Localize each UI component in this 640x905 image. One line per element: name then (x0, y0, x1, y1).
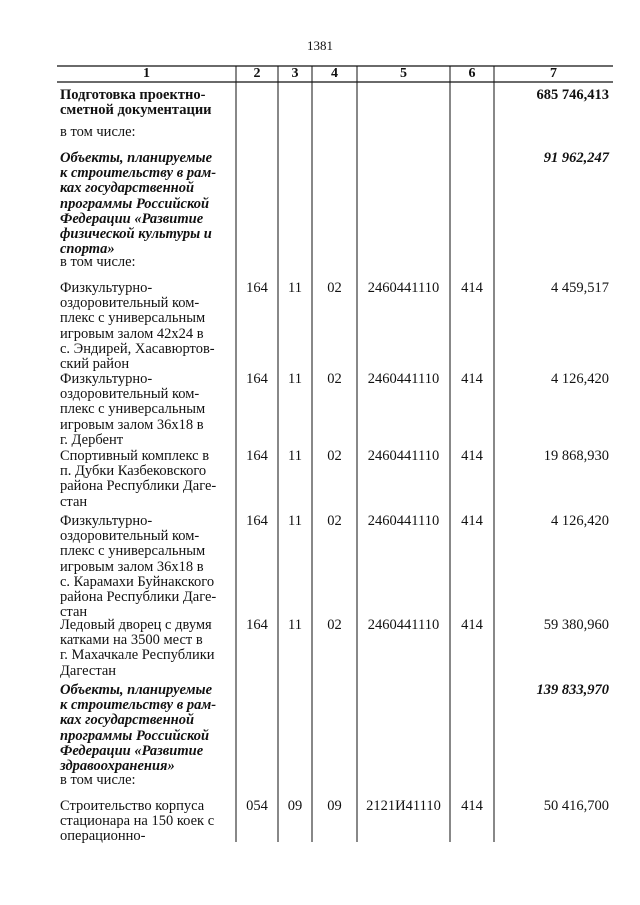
row-c4-5: 02 (327, 371, 342, 387)
row-amount-4: 4 459,517 (551, 280, 609, 296)
row-c2-8: 164 (246, 617, 268, 633)
row-amount-11: 50 416,700 (543, 798, 609, 814)
col-header-1: 1 (143, 66, 150, 81)
row-c4-8: 02 (327, 617, 342, 633)
row-name-6: Спортивный комплекс в п. Дубки Казбековского района Республики Даге- стан (60, 448, 217, 510)
row-c4-6: 02 (327, 448, 342, 464)
row-c3-8: 11 (288, 617, 302, 633)
row-c2-11: 054 (246, 798, 268, 814)
col-header-5: 5 (400, 66, 407, 81)
col-header-2: 2 (253, 66, 261, 81)
row-c3-4: 11 (288, 280, 302, 296)
row-c3-5: 11 (288, 371, 302, 387)
row-amount-7: 4 126,420 (551, 513, 609, 529)
row-c2-5: 164 (246, 371, 268, 387)
row-amount-2: 91 962,247 (543, 150, 609, 166)
row-c6-6: 414 (461, 448, 483, 464)
row-c2-4: 164 (246, 280, 268, 296)
row-name-9: Объекты, планируемые к строительству в рам- ках государственной программы Российской Федерации «Развитие здравоохранения» (60, 682, 217, 775)
row-name-4: Физкультурно- оздоровительный ком- плекс с универсальным игровым залом 42х24 в с. Эндирей, Хасавюртов- ский район (60, 280, 215, 373)
row-amount-6: 19 868,930 (543, 448, 609, 464)
row-c6-8: 414 (461, 617, 483, 633)
col-header-3: 3 (291, 66, 299, 81)
col-header-6: 6 (468, 66, 476, 81)
row-c5-5: 2460441110 (367, 371, 440, 387)
col-header-7: 7 (550, 66, 557, 81)
row-c5-11: 2121И41110 (366, 798, 441, 814)
row-name-3: в том числе: (60, 254, 136, 270)
row-c5-8: 2460441110 (367, 617, 440, 633)
row-amount-0: 685 746,413 (536, 87, 609, 103)
row-c6-11: 414 (461, 798, 483, 814)
row-c4-4: 02 (327, 280, 342, 296)
row-c6-4: 414 (461, 280, 483, 296)
row-c4-11: 09 (327, 798, 342, 814)
row-c5-7: 2460441110 (367, 513, 440, 529)
page-number: 1381 (307, 38, 333, 53)
row-amount-5: 4 126,420 (551, 371, 609, 387)
row-name-0: Подготовка проектно- сметной документации (60, 87, 212, 119)
row-name-8: Ледовый дворец с двумя катками на 3500 мест в г. Махачкале Республики Дагестан (60, 617, 215, 679)
row-c2-7: 164 (246, 513, 268, 529)
col-header-4: 4 (331, 66, 338, 81)
row-name-5: Физкультурно- оздоровительный ком- плекс с универсальным игровым залом 36х18 в г. Дербент (60, 371, 206, 448)
row-name-10: в том числе: (60, 772, 136, 788)
row-name-2: Объекты, планируемые к строительству в рам- ках государственной программы Российской Федерации «Развитие физической культуры и спорта» (60, 150, 217, 258)
row-c4-7: 02 (327, 513, 342, 529)
row-name-11: Строительство корпуса стационара на 150 коек с операционно- (60, 798, 215, 845)
row-c6-7: 414 (461, 513, 483, 529)
row-name-7: Физкультурно- оздоровительный ком- плекс с универсальным игровым залом 36х18 в с. Карамахи Буйнакского района Республики Даге- стан (60, 513, 217, 621)
row-name-1: в том числе: (60, 124, 136, 140)
row-c3-7: 11 (288, 513, 302, 529)
row-amount-9: 139 833,970 (536, 682, 609, 698)
row-c5-6: 2460441110 (367, 448, 440, 464)
row-c3-6: 11 (288, 448, 302, 464)
row-c6-5: 414 (461, 371, 483, 387)
row-c5-4: 2460441110 (367, 280, 440, 296)
row-amount-8: 59 380,960 (543, 617, 609, 633)
row-c3-11: 09 (287, 798, 303, 814)
row-c2-6: 164 (246, 448, 268, 464)
